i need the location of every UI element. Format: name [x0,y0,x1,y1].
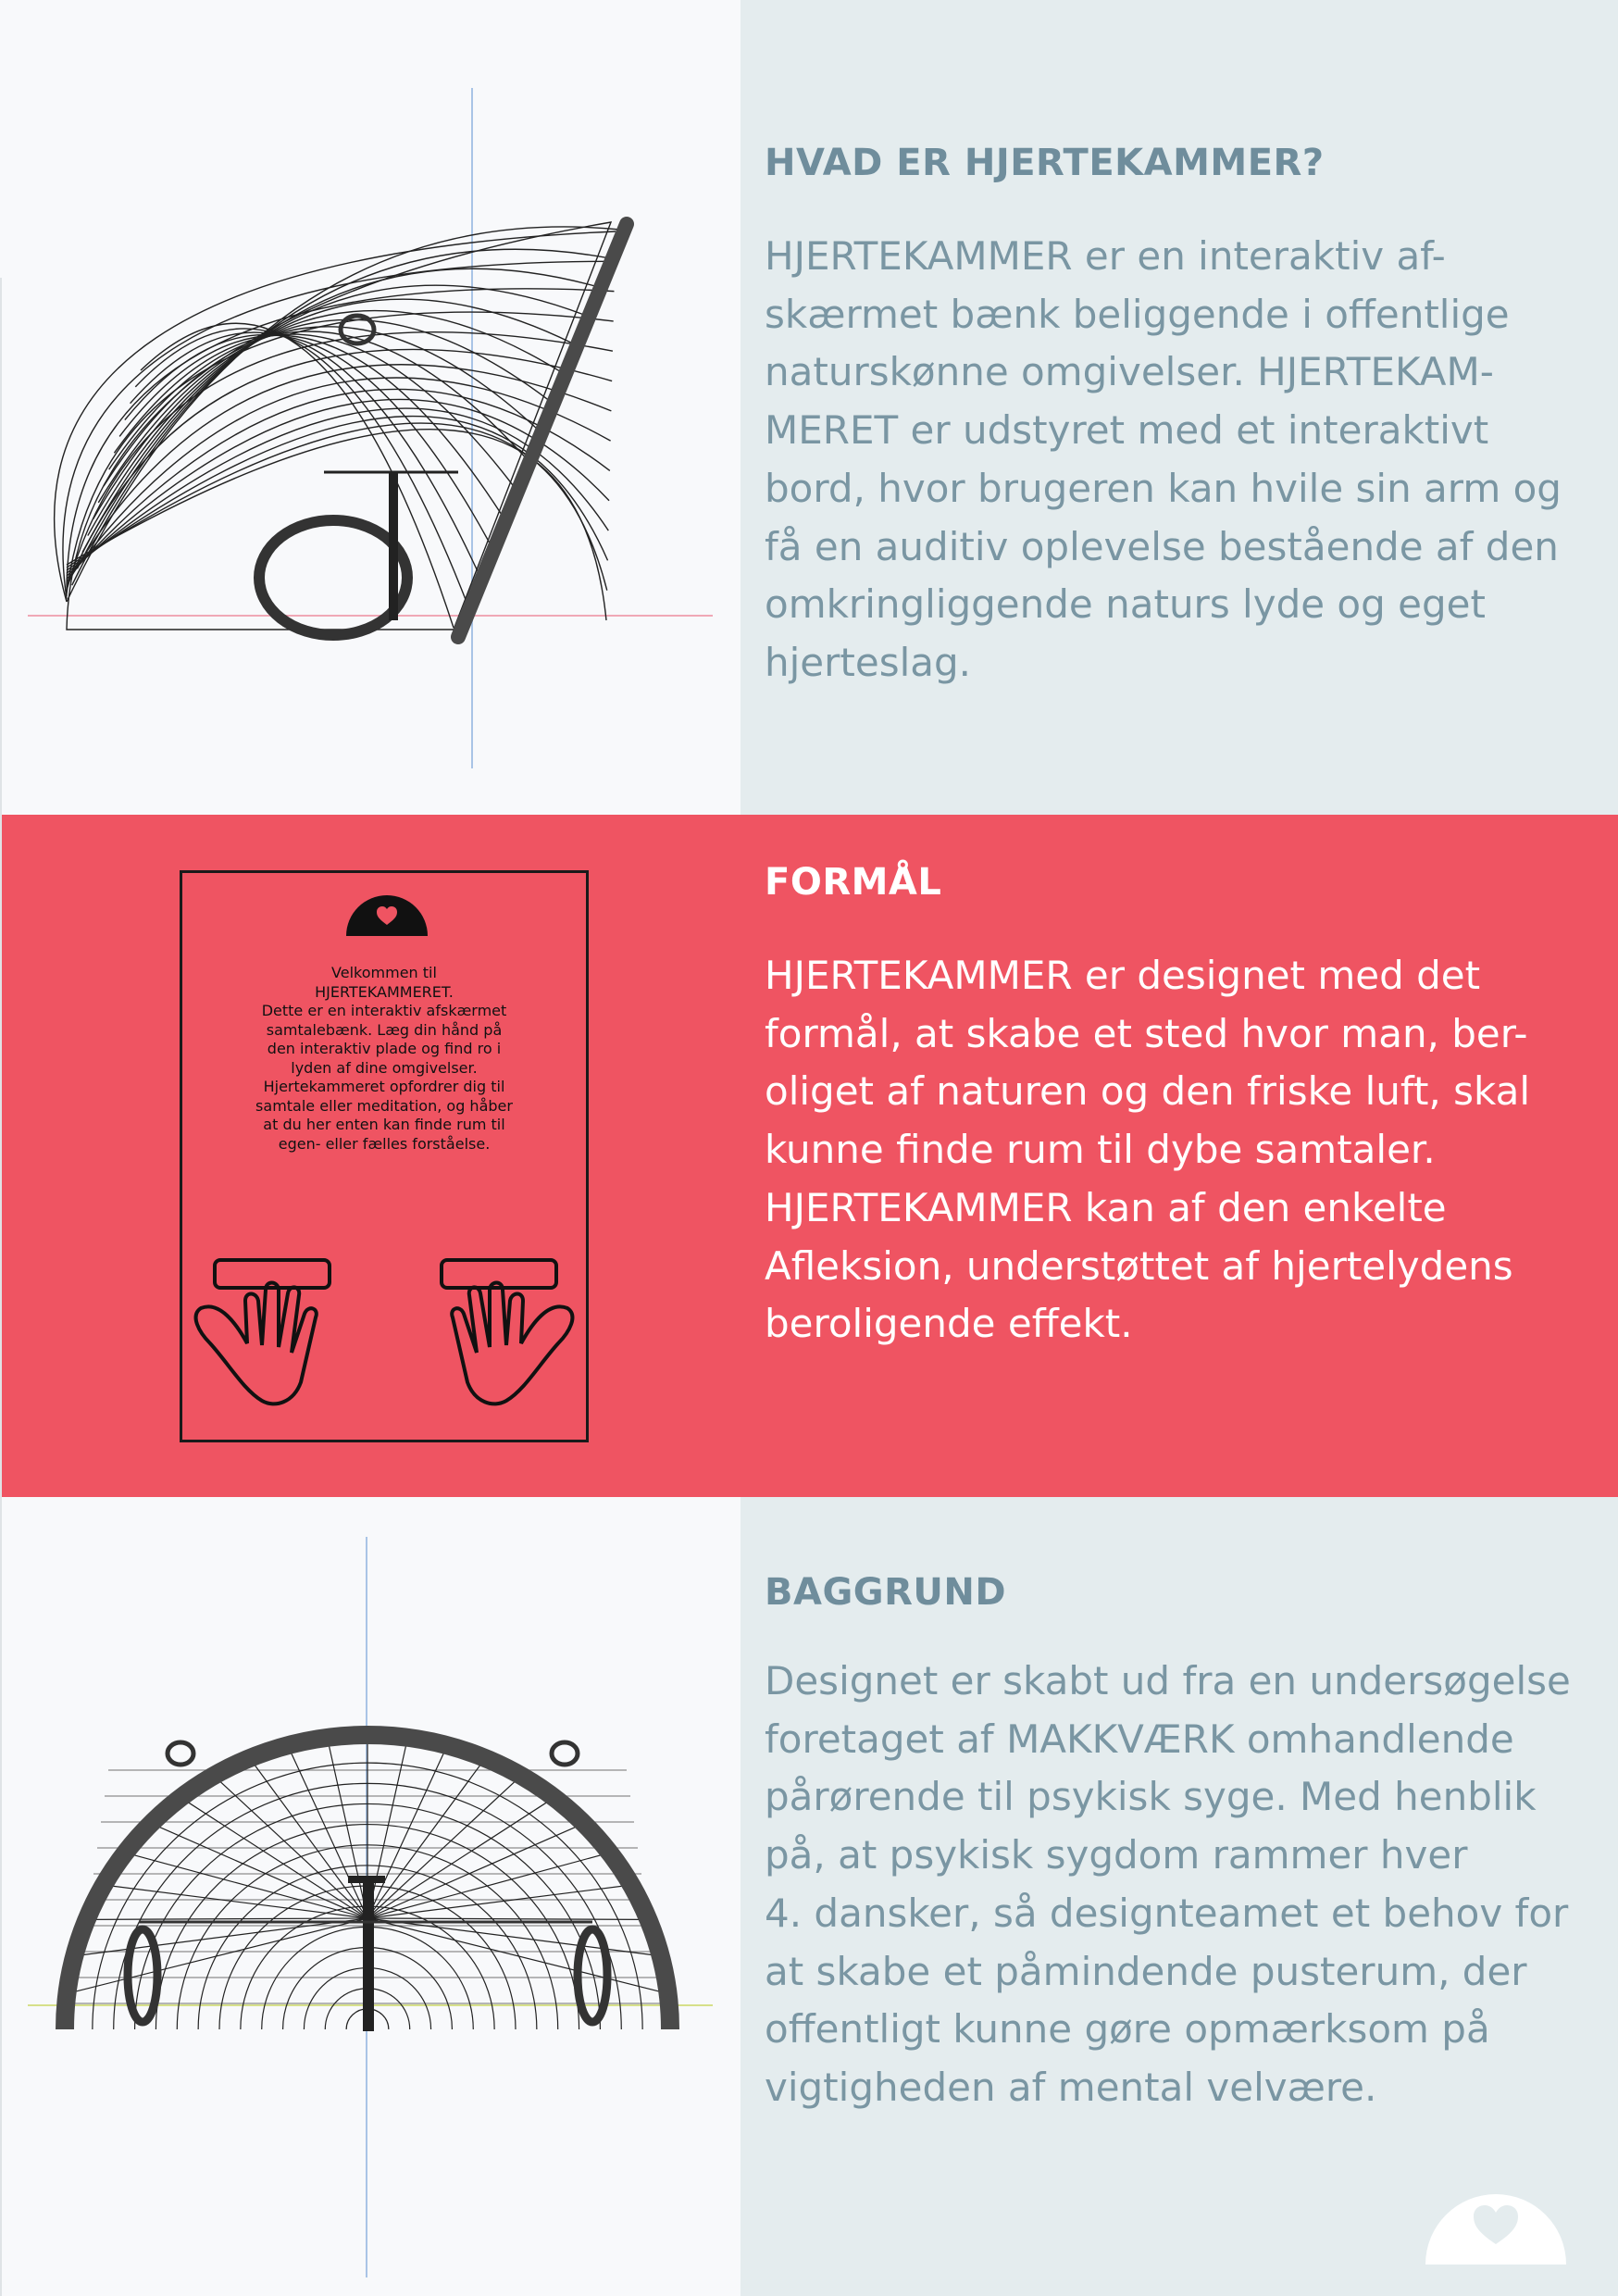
section-formaal-body: HJERTEKAMMER er designet med det formål, at skabe et sted hvor man, ber- oliget af naturen og den friske luft, skal kunne finde rum til dybe samtaler. HJERTEKAMMER kan af den enkelte Afleksion, understøttet af hjertelydens beroligende effekt. [765,953,1530,1347]
right-hand-icon [452,1283,572,1404]
card-line: den interaktiv plade og find ro i [267,1040,502,1057]
card-line: HJERTEKAMMERET. [315,982,454,1001]
card-line: samtalebænk. Læg din hånd på [266,1020,503,1039]
left-speaker [168,1742,193,1765]
card-line: at du her enten kan finde rum til [263,1116,505,1133]
section-baggrund-title: BAGGRUND [765,1571,1007,1614]
side-wireframe-grid [55,222,620,630]
card-line: egen- eller fælles forståelse. [278,1134,491,1153]
right-side-ring [578,1929,607,2022]
card-line: Velkommen til [331,964,437,981]
logo-label: HJERTEKAMMER [1440,2244,1551,2257]
card-line: Hjertekammeret opfordrer dig til [263,1078,505,1095]
section-baggrund-body: Designet er skabt ud fra en undersøgelse foretaget af MAKKVÆRK omhandlende pårørende til psykisk syge. Med henblik på, at psykisk sygdom rammer hver 4. dansker, så designteamet et behov for at skabe et påmindende pusterum, der offentligt kunne gøre opmærksom på vigtigheden af mental velvære. [765,1658,1571,2110]
side-ring [259,520,407,635]
hand-placement-graphic [182,1243,586,1440]
card-line: Dette er en interaktiv afskærmet [261,1002,507,1019]
front-table-stem [363,1883,374,2031]
section-hvad-title: HVAD ER HJERTEKAMMER? [765,142,1325,184]
page-edge-line [0,278,2,2296]
hjertekammer-dome-icon [346,892,428,936]
card-welcome-text [229,964,540,1154]
left-side-ring [128,1929,157,2022]
section-hvad [765,142,1598,693]
section-baggrund [765,1571,1598,2117]
side-table-stem [389,472,398,620]
left-hand-rest [196,1260,330,1404]
section-hvad-body: HJERTEKAMMER er en interaktiv af- skærmet bænk beliggende i offentlige naturskønne omgivelser. HJERTEKAM- MERET er udstyret med et interaktivt bord, hvor brugeren kan hvile sin arm og få en auditiv oplevelse bestående af den omkringliggende naturs lyde og eget hjerteslag. [765,233,1562,685]
left-hand-icon [196,1283,317,1404]
card-line: lyden af dine omgivelser. [291,1058,478,1077]
right-speaker [552,1742,578,1765]
side-rib-bar [458,224,627,637]
table-top-card [180,870,589,1442]
front-table-top [348,1876,385,1883]
side-view-wireframe-illustration [19,83,741,787]
section-formaal-title: FORMÅL [765,861,942,904]
card-line: samtale eller meditation, og håber [255,1096,513,1115]
right-hand-rest [442,1260,572,1404]
section-formaal [765,861,1598,1354]
front-view-wireframe-illustration [19,1537,741,2287]
